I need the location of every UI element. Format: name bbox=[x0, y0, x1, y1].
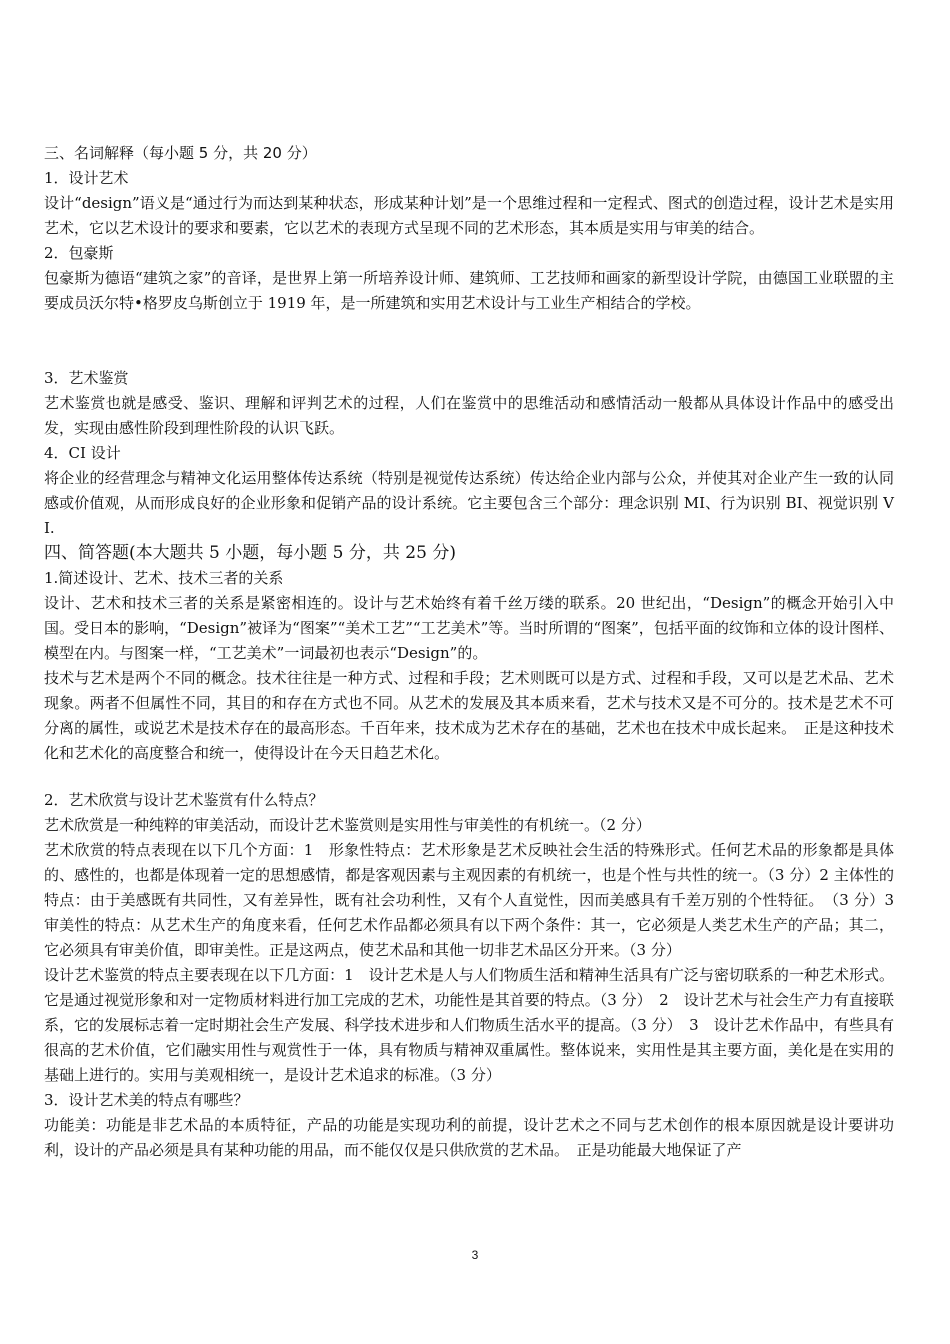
term-1-title: 1．设计艺术 bbox=[44, 169, 129, 187]
term-4-body: 将企业的经营理念与精神文化运用整体传达系统（特别是视觉传达系统）传达给企业内部与公众，并使其对企业产生一致的认同感或价值观，从而形成良好的企业形象和促销产品的设计系统。它主要包含三个部分：理念识别 MI、行为识别 BI、视觉识别 VI. bbox=[44, 469, 894, 537]
section-4-heading: 四、简答题(本大题共 5 小题，每小题 5 分，共 25 分) bbox=[44, 543, 456, 563]
spacer bbox=[44, 316, 894, 366]
section-3-heading: 三、名词解释（每小题 5 分，共 20 分） bbox=[44, 144, 317, 162]
question-1-paragraph: 技术与艺术是两个不同的概念。技术往往是一种方式、过程和手段；艺术则既可以是方式、过程和手段，又可以是艺术品、艺术现象。两者不但属性不同，其目的和存在方式也不同。从艺术的发展及其本质来看，艺术与技术又是不可分的。技术是艺术不可分离的属性，或说艺术是技术存在的最高形态。千百年来，技术成为艺术存在的基础，艺术也在技术中成长起来。 正是这种技术化和艺术化的高度整合和统一，使得设计在今天日趋艺术化。 bbox=[44, 669, 894, 762]
question-2-title: 2．艺术欣赏与设计艺术鉴赏有什么特点？ bbox=[44, 791, 324, 809]
document-page bbox=[44, 141, 910, 1163]
question-3-title: 3．设计艺术美的特点有哪些？ bbox=[44, 1091, 249, 1109]
spacer bbox=[44, 766, 894, 788]
term-3-body: 艺术鉴赏也就是感受、鉴识、理解和评判艺术的过程，人们在鉴赏中的思维活动和感情活动一般都从具体设计作品中的感受出发，实现由感性阶段到理性阶段的认识飞跃。 bbox=[44, 394, 894, 437]
term-2-title: 2．包豪斯 bbox=[44, 244, 114, 262]
question-3-paragraph: 功能美：功能是非艺术品的本质特征，产品的功能是实现功利的前提，设计艺术之不同与艺术创作的根本原因就是设计要讲功利，设计的产品必须是具有某种功能的用品，而不能仅仅是只供欣赏的艺术品。 正是功能最大地保证了产 bbox=[44, 1116, 894, 1159]
question-2-paragraph: 设计艺术鉴赏的特点主要表现在以下几方面：1 设计艺术是人与人们物质生活和精神生活具有广泛与密切联系的一种艺术形式。它是通过视觉形象和对一定物质材料进行加工完成的艺术，功能性是其首要的特点。（3 分） 2 设计艺术与社会生产力有直接联系，它的发展标志着一定时期社会生产发展、科学技术进步和人们物质生活水平的提高。（3 分） 3 设计艺术作品中，有些具有很高的艺术价值，它们融实用性与观赏性于一体，具有物质与精神双重属性。整体说来，实用性是其主要方面，美化是在实用的基础上进行的。实用与美观相统一，是设计艺术追求的标准。（3 分） bbox=[44, 966, 894, 1084]
term-1-body: 设计“design”语义是“通过行为而达到某种状态，形成某种计划”是一个思维过程和一定程式、图式的创造过程，设计艺术是实用艺术，它以艺术设计的要求和要素，它以艺术的表现方式呈现不同的艺术形态，其本质是实用与审美的结合。 bbox=[44, 194, 894, 237]
question-1-title: 1.简述设计、艺术、技术三者的关系 bbox=[44, 569, 284, 587]
page-number: 3 bbox=[471, 1248, 479, 1262]
question-2-paragraph: 艺术欣赏的特点表现在以下几个方面：1 形象性特点：艺术形象是艺术反映社会生活的特殊形式。任何艺术品的形象都是具体的、感性的，也都是体现着一定的思想感情，都是客观因素与主观因素的有机统一，也是个性与共性的统一。（3 分）2 主体性的特点：由于美感既有共同性，又有差异性，既有社会功利性，又有个人直觉性，因而美感具有千差万别的个性特征。 （3 分）3 审美性的特点：从艺术生产的角度来看，任何艺术作品都必须具有以下两个条件：其一，它必须是人类艺术生产的产品；其二，它必须具有审美价值，即审美性。正是这两点，使艺术品和其他一切非艺术品区分开来。（3 分） bbox=[44, 841, 910, 959]
question-1-paragraph: 设计、艺术和技术三者的关系是紧密相连的。设计与艺术始终有着千丝万缕的联系。20 世纪出，“Design”的概念开始引入中国。受日本的影响，“Design”被译为“图案”“美术工艺”“工艺美术”等。当时所谓的“图案”，包括平面的纹饰和立体的设计图样、模型在内。与图案一样，“工艺美术”一词最初也表示“Design”的。 bbox=[44, 594, 894, 662]
term-3-title: 3．艺术鉴赏 bbox=[44, 369, 129, 387]
question-2-paragraph: 艺术欣赏是一种纯粹的审美活动，而设计艺术鉴赏则是实用性与审美性的有机统一。（2 分） bbox=[44, 816, 651, 834]
term-2-body: 包豪斯为德语“建筑之家”的音译，是世界上第一所培养设计师、建筑师、工艺技师和画家的新型设计学院，由德国工业联盟的主要成员沃尔特•格罗皮乌斯创立于 1919 年，是一所建筑和实用艺术设计与工业生产相结合的学校。 bbox=[44, 269, 894, 312]
term-4-title: 4．CI 设计 bbox=[44, 444, 121, 462]
